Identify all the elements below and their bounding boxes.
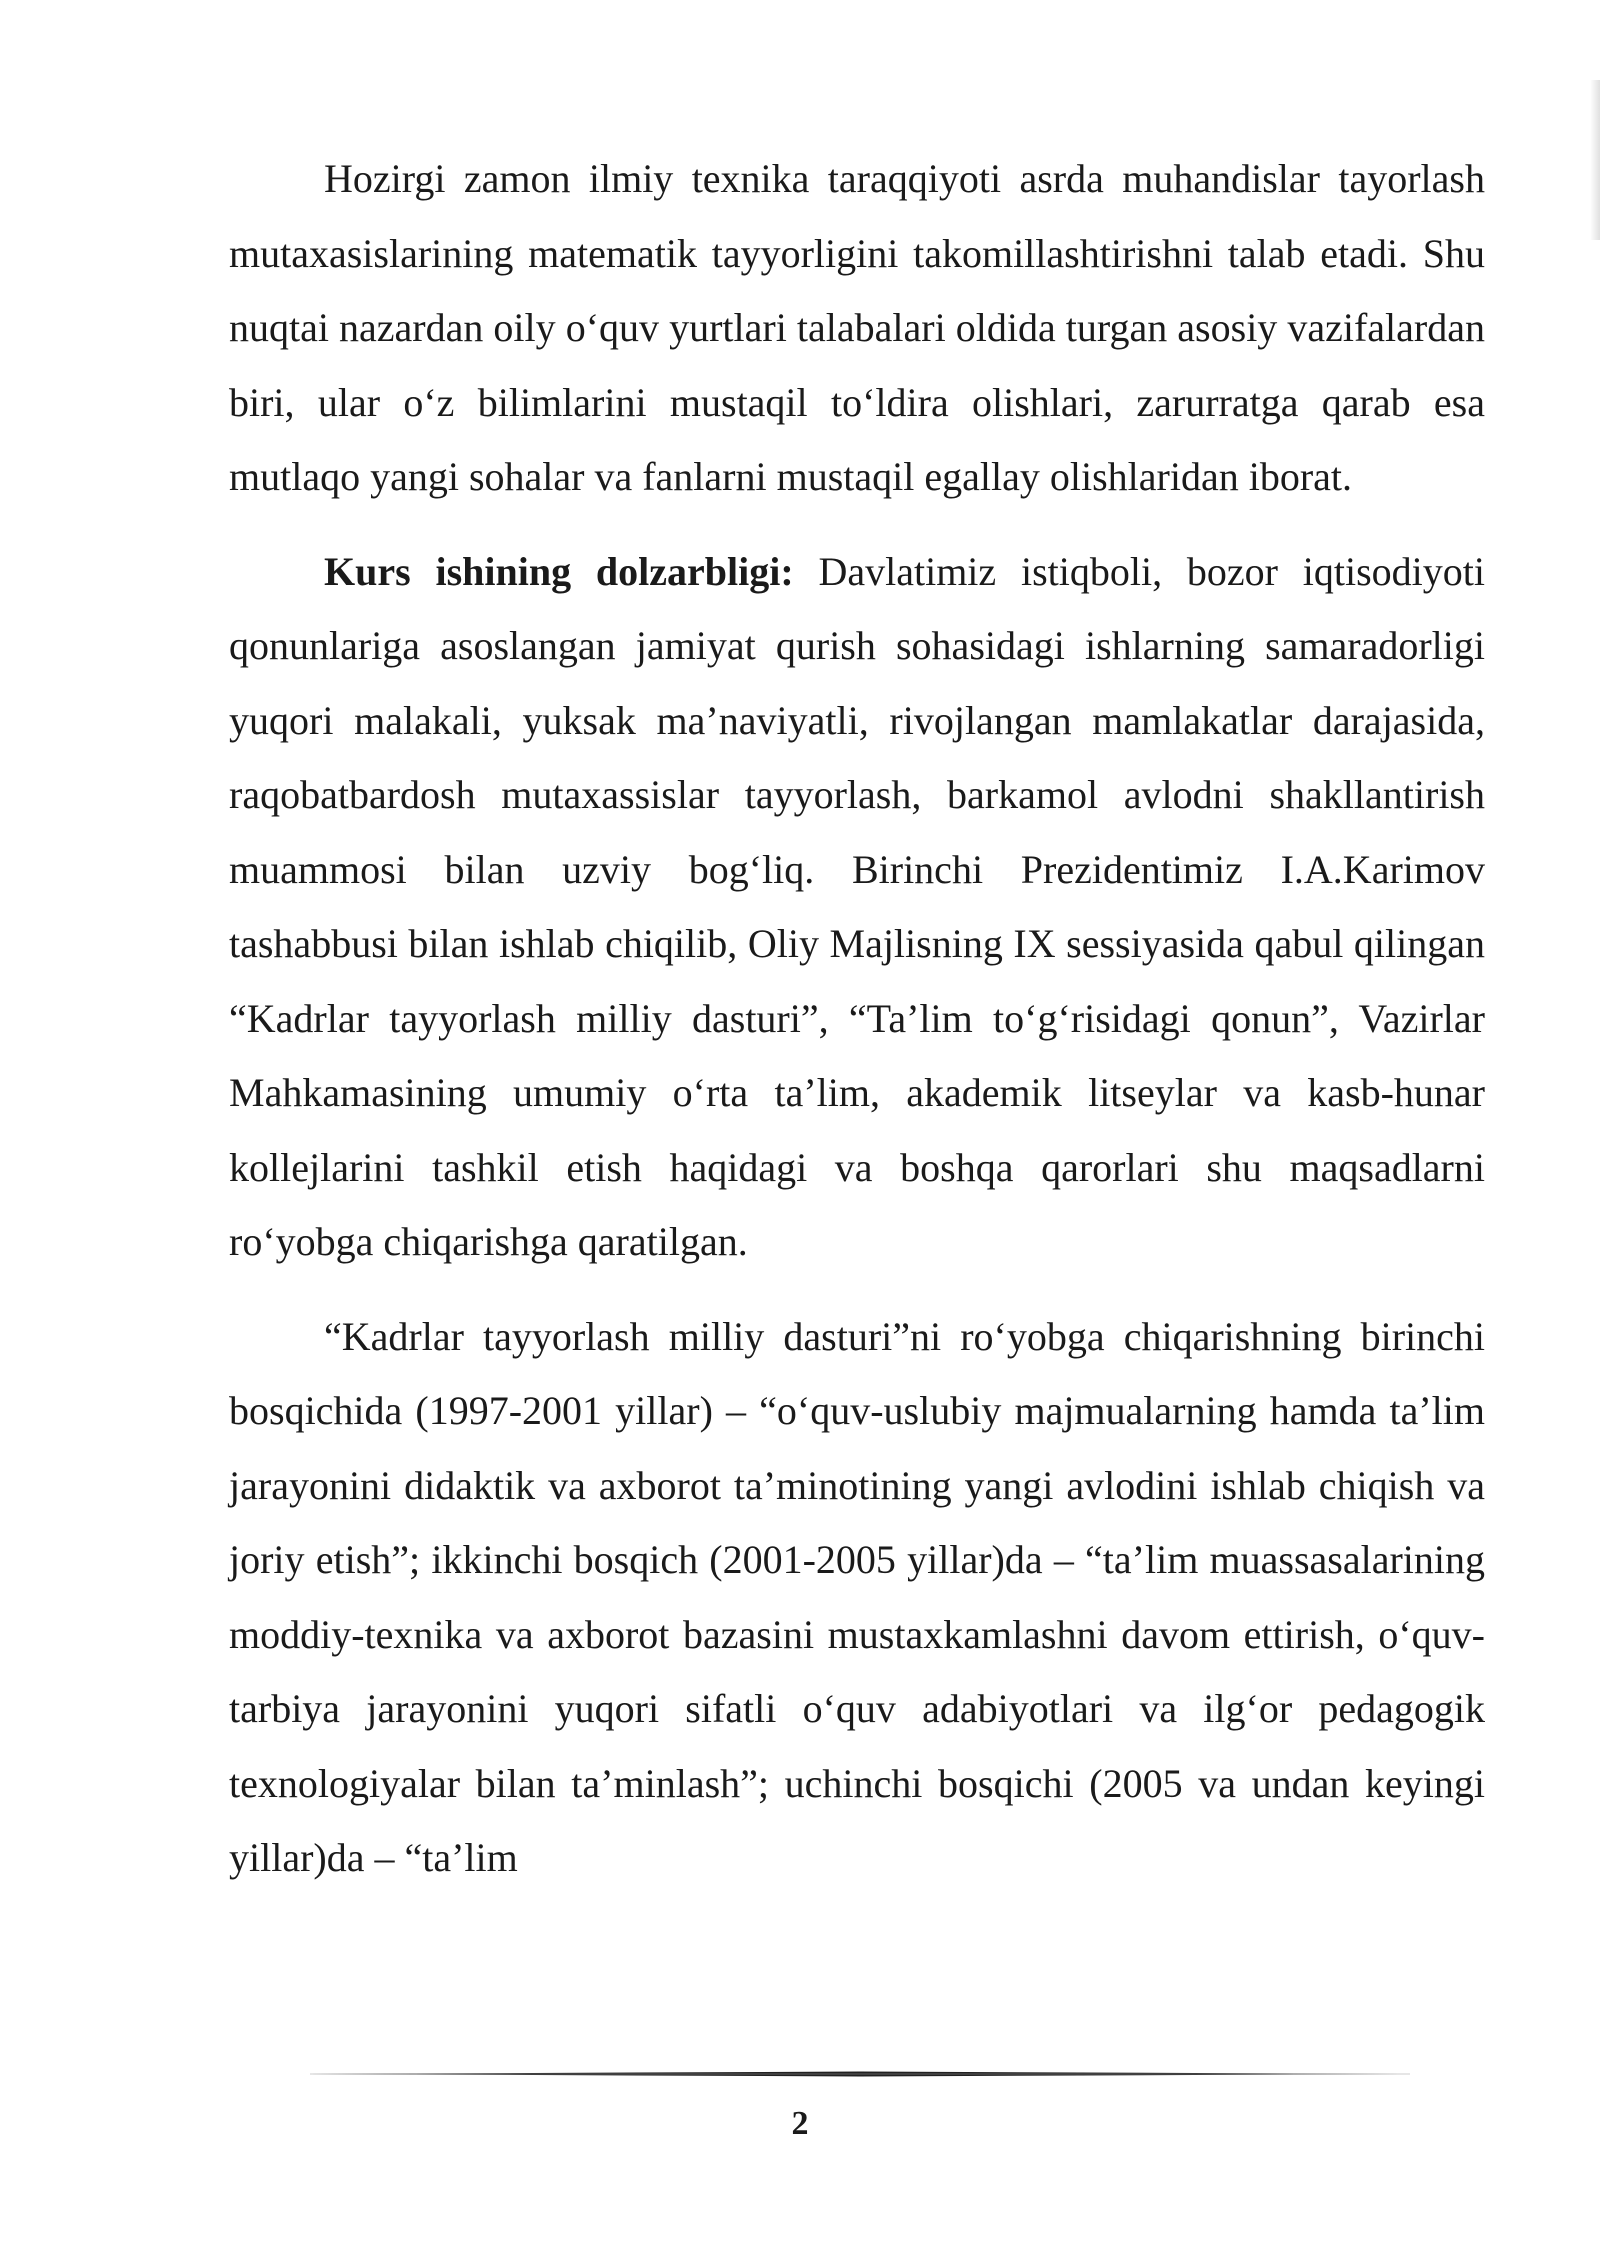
page-number: 2 bbox=[791, 2105, 809, 2142]
document-body bbox=[229, 142, 1485, 1916]
paragraph-relevance-text: Davlatimiz istiqboli, bozor iqtisodiyoti qonunlariga asoslangan jamiyat qurish sohasidagi ishlarning samaradorligi yuqori malakali, yuksak ma’naviyatli, rivojlangan mamlakatlar darajasida, raqobatbardosh mutaxassislar tayyorlash, barkamol avlodni shakllantirish muammosi bilan uzviy bog‘liq. Birinchi Prezidentimiz I.A.Karimov tashabbusi bilan ishlab chiqilib, Oliy Majlisning IX sessiyasida qabul qilingan “Kadrlar tayyorlash milliy dasturi”, “Ta’lim to‘g‘risidagi qonun”, Vazirlar Mahkamasining umumiy o‘rta ta’lim, akademik litseylar va kasb-hunar kollejlarini tashkil etish haqidagi va boshqa qarorlari shu maqsadlarni ro‘yobga chiqarishga qaratilgan. bbox=[229, 548, 1485, 1264]
paragraph-relevance-heading: Kurs ishining dolzarbligi: bbox=[324, 548, 794, 594]
paragraph-program-stages bbox=[229, 1300, 1485, 1896]
page-edge-shadow bbox=[1590, 80, 1600, 240]
paragraph-intro-text: Hozirgi zamon ilmiy texnika taraqqiyoti asrda muhandislar tayorlash mutaxasislarining matematik tayyorligini takomillashtirishni talab etadi. Shu nuqtai nazardan oily o‘quv yurtlari talabalari oldida turgan asosiy vazifalardan biri, ular o‘z bilimlarini mustaqil to‘ldira olishlari, zarurratga qarab esa mutlaqo yangi sohalar va fanlarni mustaqil egallay olishlaridan iborat. bbox=[229, 156, 1485, 499]
paragraph-intro bbox=[229, 142, 1485, 515]
paragraph-relevance bbox=[229, 535, 1485, 1280]
footer-divider-line bbox=[310, 2070, 1410, 2078]
paragraph-program-stages-text: “Kadrlar tayyorlash milliy dasturi”ni ro‘yobga chiqarishning birinchi bosqichida (1997-2001 yillar) – “o‘quv-uslubiy majmualarning hamda ta’lim jarayonini didaktik va axborot ta’minotining yangi avlodini ishlab chiqish va joriy etish”; ikkinchi bosqich (2001-2005 yillar)da – “ta’lim muassasalarining moddiy-texnika va axborot bazasini mustaxkamlashni davom ettirish, o‘quv-tarbiya jarayonini yuqori sifatli o‘quv adabiyotlari va ilg‘or pedagogik texnologiyalar bilan ta’minlash”; uchinchi bosqichi (2005 va undan keyingi yillar)da – “ta’lim bbox=[229, 1313, 1485, 1880]
